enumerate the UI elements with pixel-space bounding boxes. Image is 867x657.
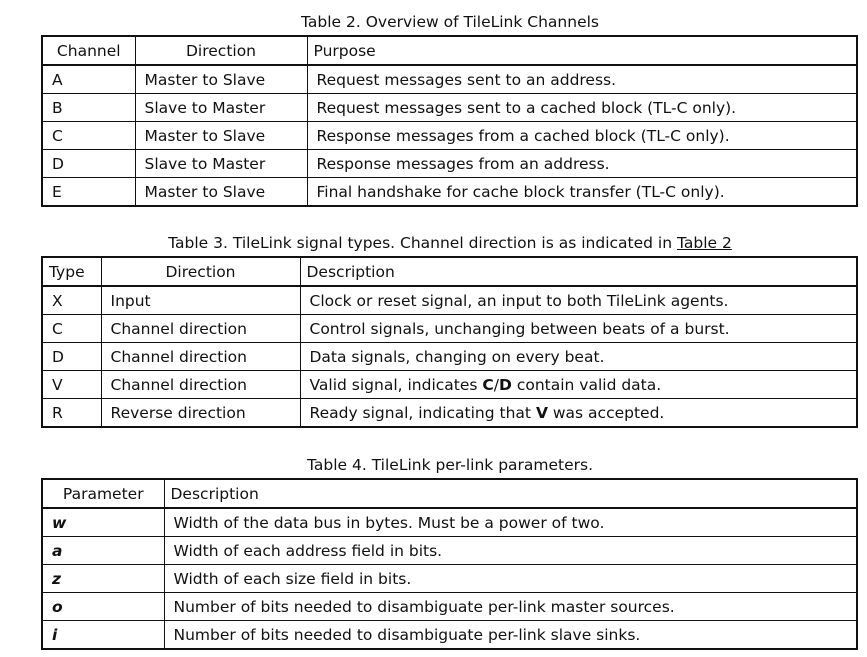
type-cell: C (42, 315, 101, 343)
table3-header-row (42, 257, 857, 286)
description-cell (300, 286, 857, 315)
description-cell: Width of the data bus in bytes. Must be a power of two. (164, 508, 857, 537)
table3 (41, 256, 858, 428)
direction-cell: Slave to Master (135, 150, 307, 178)
description-cell: Number of bits needed to disambiguate per-link slave sinks. (164, 621, 857, 650)
table-row (42, 122, 857, 150)
purpose-cell: Response messages from an address. (307, 150, 857, 178)
parameter-cell: a (42, 537, 164, 565)
direction-cell: Channel direction (101, 343, 300, 371)
description-cell: Width of each size field in bits. (164, 565, 857, 593)
direction-cell: Master to Slave (135, 178, 307, 207)
direction-cell: Channel direction (101, 315, 300, 343)
table-row (42, 371, 857, 399)
purpose-cell: Response messages from a cached block (TL-C only). (307, 122, 857, 150)
description-text: Valid signal, indicates (309, 375, 483, 394)
table-row (42, 565, 857, 593)
description-cell: Width of each address field in bits. (164, 537, 857, 565)
parameter-cell: w (42, 508, 164, 537)
table2-header-channel: Channel (42, 36, 135, 65)
slash-text: / (493, 375, 500, 394)
type-cell: V (42, 371, 101, 399)
channel-cell: E (42, 178, 135, 207)
table2-header-purpose: Purpose (307, 36, 857, 65)
table2-link[interactable]: Table 2 (676, 234, 732, 252)
description-text: contain valid data. (511, 375, 662, 394)
parameter-cell: z (42, 565, 164, 593)
direction-cell: Master to Slave (135, 122, 307, 150)
table-row (42, 150, 857, 178)
signal-c-ref: C (482, 375, 494, 394)
table-row (42, 399, 857, 428)
table4-caption: Table 4. TileLink per-link parameters. (306, 456, 594, 474)
description-cell (300, 371, 857, 399)
channel-cell: C (42, 122, 135, 150)
direction-cell: Reverse direction (101, 399, 300, 428)
table4-header-row (42, 479, 857, 508)
channel-cell: A (42, 65, 135, 94)
description-text: Ready signal, indicating that (309, 403, 536, 422)
parameter-cell: o (42, 593, 164, 621)
table2 (41, 35, 858, 207)
description-cell (300, 399, 857, 428)
table-row (42, 65, 857, 94)
table4 (41, 478, 858, 650)
description-text: was accepted. (547, 403, 665, 422)
signal-v-ref: V (535, 403, 548, 422)
table2-header-direction: Direction (135, 36, 307, 65)
table4-header-parameter: Parameter (42, 479, 164, 508)
type-cell: X (42, 286, 101, 315)
table-row (42, 94, 857, 122)
table-row (42, 621, 857, 650)
purpose-cell: Request messages sent to a cached block (TL-C only). (307, 94, 857, 122)
direction-cell: Master to Slave (135, 65, 307, 94)
table3-header-description: Description (300, 257, 857, 286)
table-row (42, 343, 857, 371)
table-row (42, 315, 857, 343)
description-text: Clock or reset signal, an input to both TileLink agents. (309, 291, 729, 310)
purpose-cell: Request messages sent to an address. (307, 65, 857, 94)
table-row (42, 593, 857, 621)
table4-header-description: Description (164, 479, 857, 508)
table3-caption-text: Table 3. TileLink signal types. Channel direction is as indicated in (168, 234, 677, 252)
direction-cell: Input (101, 286, 300, 315)
description-text: Data signals, changing on every beat. (309, 347, 605, 366)
parameter-cell: i (42, 621, 164, 650)
table3-header-direction: Direction (101, 257, 300, 286)
type-cell: D (42, 343, 101, 371)
table-row (42, 508, 857, 537)
type-cell: R (42, 399, 101, 428)
table-row (42, 286, 857, 315)
purpose-cell: Final handshake for cache block transfer (TL-C only). (307, 178, 857, 207)
table-row (42, 178, 857, 207)
table3-caption (110, 234, 790, 252)
channel-cell: D (42, 150, 135, 178)
table3-header-type: Type (42, 257, 101, 286)
table2-caption: Table 2. Overview of TileLink Channels (300, 13, 599, 31)
channel-cell: B (42, 94, 135, 122)
direction-cell: Channel direction (101, 371, 300, 399)
direction-cell: Slave to Master (135, 94, 307, 122)
description-cell (300, 315, 857, 343)
description-cell: Number of bits needed to disambiguate per-link master sources. (164, 593, 857, 621)
signal-d-ref: D (499, 375, 512, 394)
description-cell (300, 343, 857, 371)
description-text: Control signals, unchanging between beats of a burst. (309, 319, 730, 338)
table2-header-row (42, 36, 857, 65)
table-row (42, 537, 857, 565)
